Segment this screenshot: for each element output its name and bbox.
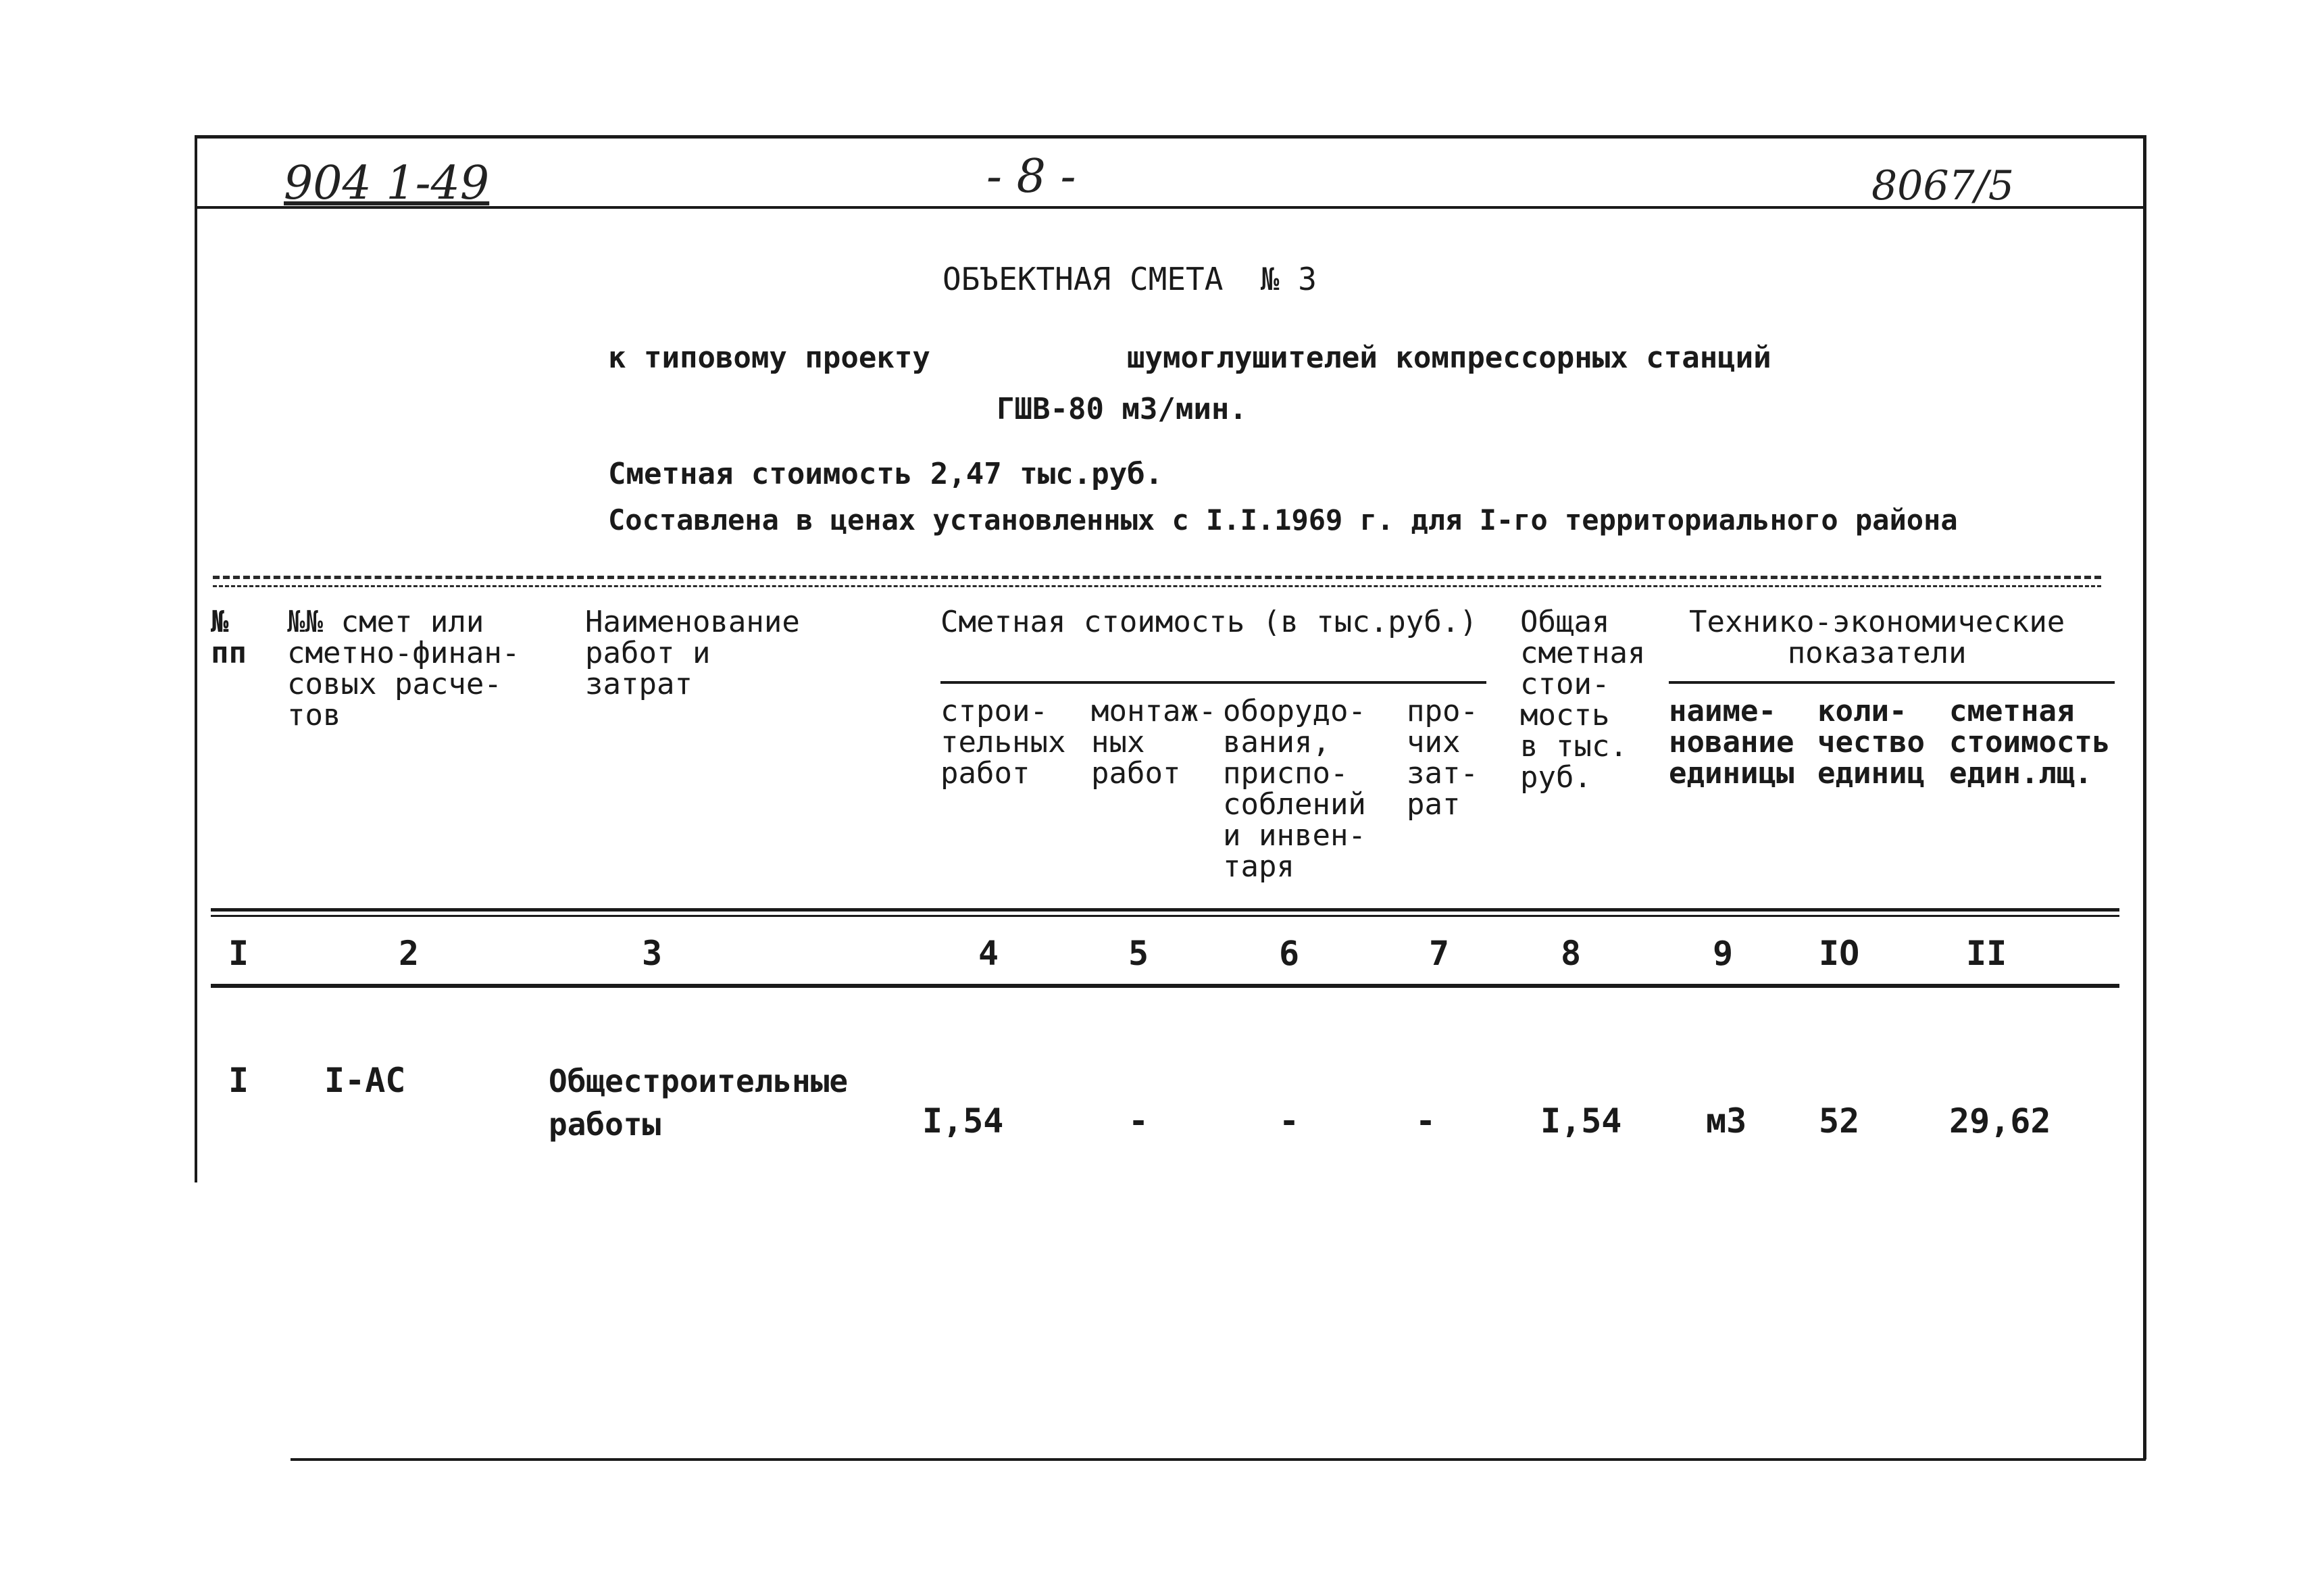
frame-top-line	[195, 135, 2146, 139]
column-number-11: II	[1966, 934, 2007, 973]
header-col4: строи- тельных работ	[940, 694, 1066, 791]
header-bottom-rule-2	[211, 915, 2119, 917]
row-work-name: Общестроительные работы	[549, 1063, 849, 1143]
header-col2: №№ смет или сметно-финан- совых расче- тов	[287, 605, 520, 732]
row-equipment-cost: -	[1279, 1101, 1300, 1141]
document-heading: ОБЪЕКТНАЯ СМЕТА № 3	[942, 261, 1317, 297]
header-col9: наиме- нование единицы	[1669, 694, 1794, 791]
project-prefix: к типовому проекту	[608, 341, 930, 375]
column-number-5: 5	[1128, 934, 1149, 973]
column-number-2: 2	[399, 934, 420, 973]
row-unit: м3	[1706, 1101, 1747, 1141]
header-col10: коли- чество единиц	[1817, 694, 1925, 791]
header-group-tech: Технико-экономические показатели	[1689, 605, 2065, 670]
row-total-cost: I,54	[1540, 1101, 1622, 1141]
frame-right-line	[2143, 135, 2146, 1460]
header-col6: оборудо- вания, приспо- соблений и инвен- таря	[1223, 694, 1366, 884]
column-number-1: I	[228, 934, 249, 973]
column-number-7: 7	[1429, 934, 1450, 973]
row-installation-cost: -	[1128, 1101, 1149, 1141]
row-unit-cost: 29,62	[1949, 1101, 2051, 1141]
header-col1: № пп	[211, 605, 247, 670]
estimated-cost: Сметная стоимость 2,47 тыс.руб.	[608, 457, 1163, 491]
header-group-cost: Сметная стоимость (в тыс.руб.)	[940, 605, 1478, 639]
project-model: ГШВ-80 м3/мин.	[997, 392, 1247, 426]
header-bottom-rule	[211, 908, 2119, 912]
header-col11: сметная стоимость един.лщ.	[1949, 694, 2111, 791]
frame-left-line	[195, 135, 197, 1182]
header-col5: монтаж- ных работ	[1091, 694, 1217, 791]
row-quantity: 52	[1819, 1101, 1860, 1141]
price-basis: Составлена в ценах установленных с I.I.1969 г. для I-го территориального района	[608, 503, 1958, 537]
column-number-3: 3	[642, 934, 663, 973]
row-number: I	[228, 1061, 249, 1100]
column-number-8: 8	[1561, 934, 1582, 973]
row-other-cost: -	[1415, 1101, 1436, 1141]
row-construction-cost: I,54	[922, 1101, 1004, 1141]
header-col8: Общая сметная стои- мость в тыс. руб.	[1520, 605, 1646, 795]
tech-group-underline	[1669, 681, 2115, 684]
row-estimate-code: I-АС	[324, 1061, 406, 1100]
table-top-rule-2	[213, 585, 2101, 587]
header-right-code: 8067/5	[1871, 162, 2015, 209]
page-number: - 8 -	[986, 150, 1076, 203]
header-left-code: 904 1-49	[284, 157, 490, 210]
column-number-10: IO	[1819, 934, 1860, 973]
column-number-4: 4	[978, 934, 999, 973]
header-col7: про- чих зат- рат	[1407, 694, 1478, 822]
column-number-6: 6	[1279, 934, 1300, 973]
table-top-rule	[213, 576, 2101, 579]
header-col3: Наименование работ и затрат	[585, 605, 800, 701]
project-name: шумоглушителей компрессорных станций	[1127, 341, 1771, 375]
column-number-9: 9	[1713, 934, 1734, 973]
frame-bottom-line	[291, 1458, 2146, 1461]
column-numbers-rule	[211, 984, 2119, 988]
cost-group-underline	[940, 681, 1486, 684]
